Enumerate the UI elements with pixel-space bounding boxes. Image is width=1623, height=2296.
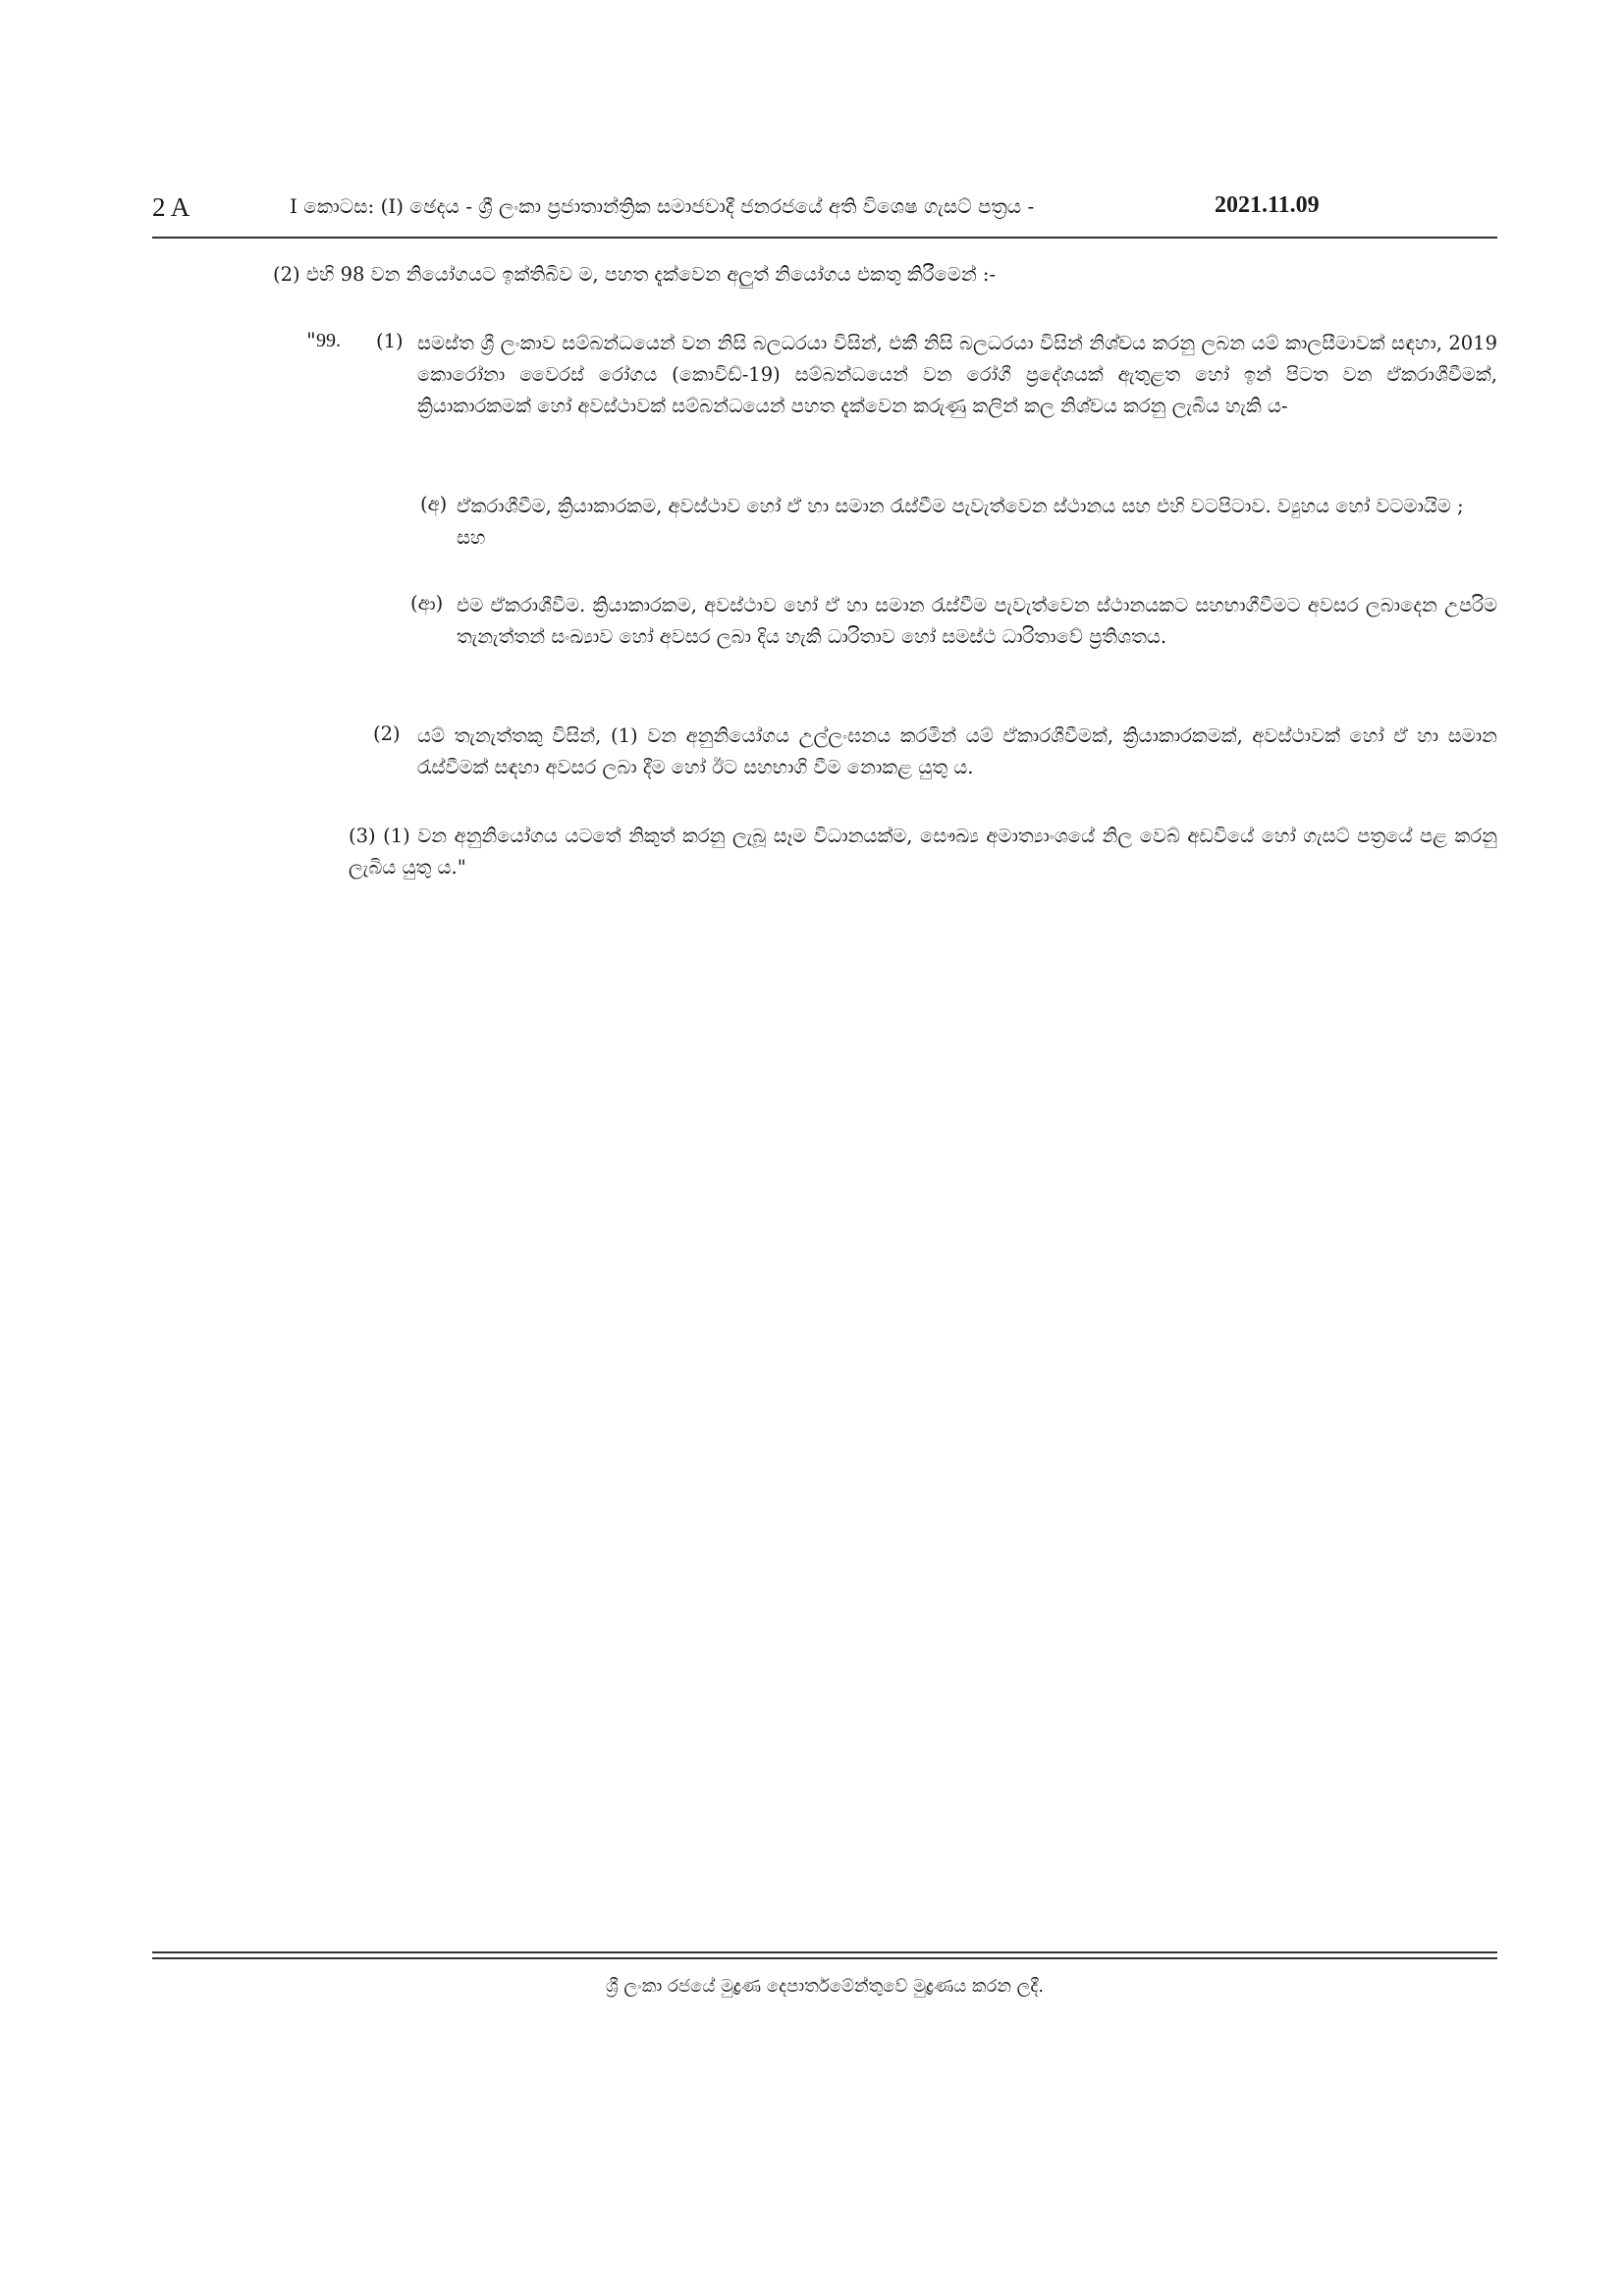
sub-regulation-2-text: යම් තැනැත්තකු විසින්, (1) වන අනුනියෝගය උල්ලංඝනය කරමින් යම් ඒකාරශීවීමක්, ක්‍රියාකාරකමක්, අවස්ථාවක් හෝ ඒ හා සමාන රැස්වීමක් සඳහා අවසර ලබා දීම හෝ ඊට සහභාගි වීම නොකළ යුතු ය. [417,724,1497,778]
sub-regulation-2-number: (2) [373,722,401,745]
printer-note: ශ්‍රී ලංකා රජයේ මුද්‍රණ දෙපාර්තමේන්තුවේ මුද්‍රණය කරන ලදී. [605,1976,1045,1997]
opening-quote: " [306,329,316,352]
item-aa-label: (ආ) [410,592,444,614]
sub-regulation-1-number: (1) [376,330,404,352]
gazette-title: I කොටස: (I) ඡෙදය - ශ්‍රී ලංකා ප්‍රජාතාන්ත්‍රික සමාජවාදී ජනරජයේ අති විශෙෂ ගැසට් පත්‍රය - [290,194,1035,218]
page-header [152,192,1497,228]
regulation-number: 99. [316,330,341,351]
amendment-intro: (2) එහි 98 වන නියෝගයට ඉක්තිබිව ම, පහත දැක්වෙන අලුත් නියෝගය එකතු කිරීමෙන් :- [273,263,997,286]
header-divider [152,237,1497,239]
gazette-date: 2021.11.09 [1215,192,1320,218]
item-a-label: (අ) [420,493,448,515]
sub-regulation-1-text: සමස්ත ශ්‍රී ලංකාව සම්බන්ධයෙන් වන නිසි බලධරයා විසින්, එකී නිසි බලධරයා විසින් නිශ්චය කරනු ලබන යම් කාලසීමාවක් සඳහා, 2019 කොරෝනා වෛරස් රෝගය (කොවිඩ්-19) සම්බන්ධයෙන් වන රෝගී ප්‍රදේශයක් ඇතුළත හෝ ඉන් පිටත වන ඒකරාශීවීමක්, ක්‍රියාකාරකමක් හෝ අවස්ථාවක් සම්බන්ධයෙන් පහත දැක්වෙන කරුණු කලින් කල නිශ්චය කරනු ලැබිය හැකි ය- [417,332,1497,417]
page-number: 2 A [152,192,190,222]
sub-regulation-3-text: (3) (1) වන අනුනියෝගය යටතේ නිකුත් කරනු ලැබූ සෑම විධානයක්ම, සෞඛ්‍ය අමාත්‍යාංශයේ නිල වෙබ් අඩවියේ හෝ ගැසට් පත්‍රයේ පළ කරනු ලැබිය යුතු ය." [349,825,1497,879]
footer-divider-bottom [152,1957,1497,1959]
item-a-text: ඒකරාශීවීම, ක්‍රියාකාරකම, අවස්ථාව හෝ ඒ හා සමාන රැස්වීම පැවැත්වෙන ස්ථානය සහ එහි වටපිටාව. ව්‍යුහය හෝ වටමායිම ; සහ [457,495,1464,549]
footer-divider-top [152,1951,1497,1953]
item-aa-text: එම ඒකරාශීවීම. ක්‍රියාකාරකම, අවස්ථාව හෝ ඒ හා සමාන රැස්වීම පැවැත්වෙන ස්ථානයකට සහභාගීවීමට අවසර ලබාදෙන උපරිම තැනැත්තන් සංඛ්‍යාව හෝ අවසර ලබා දිය හැකි ධාරිතාව හෝ සමස්ථ ධාරිතාවේ ප්‍රතිශතය. [457,594,1497,648]
